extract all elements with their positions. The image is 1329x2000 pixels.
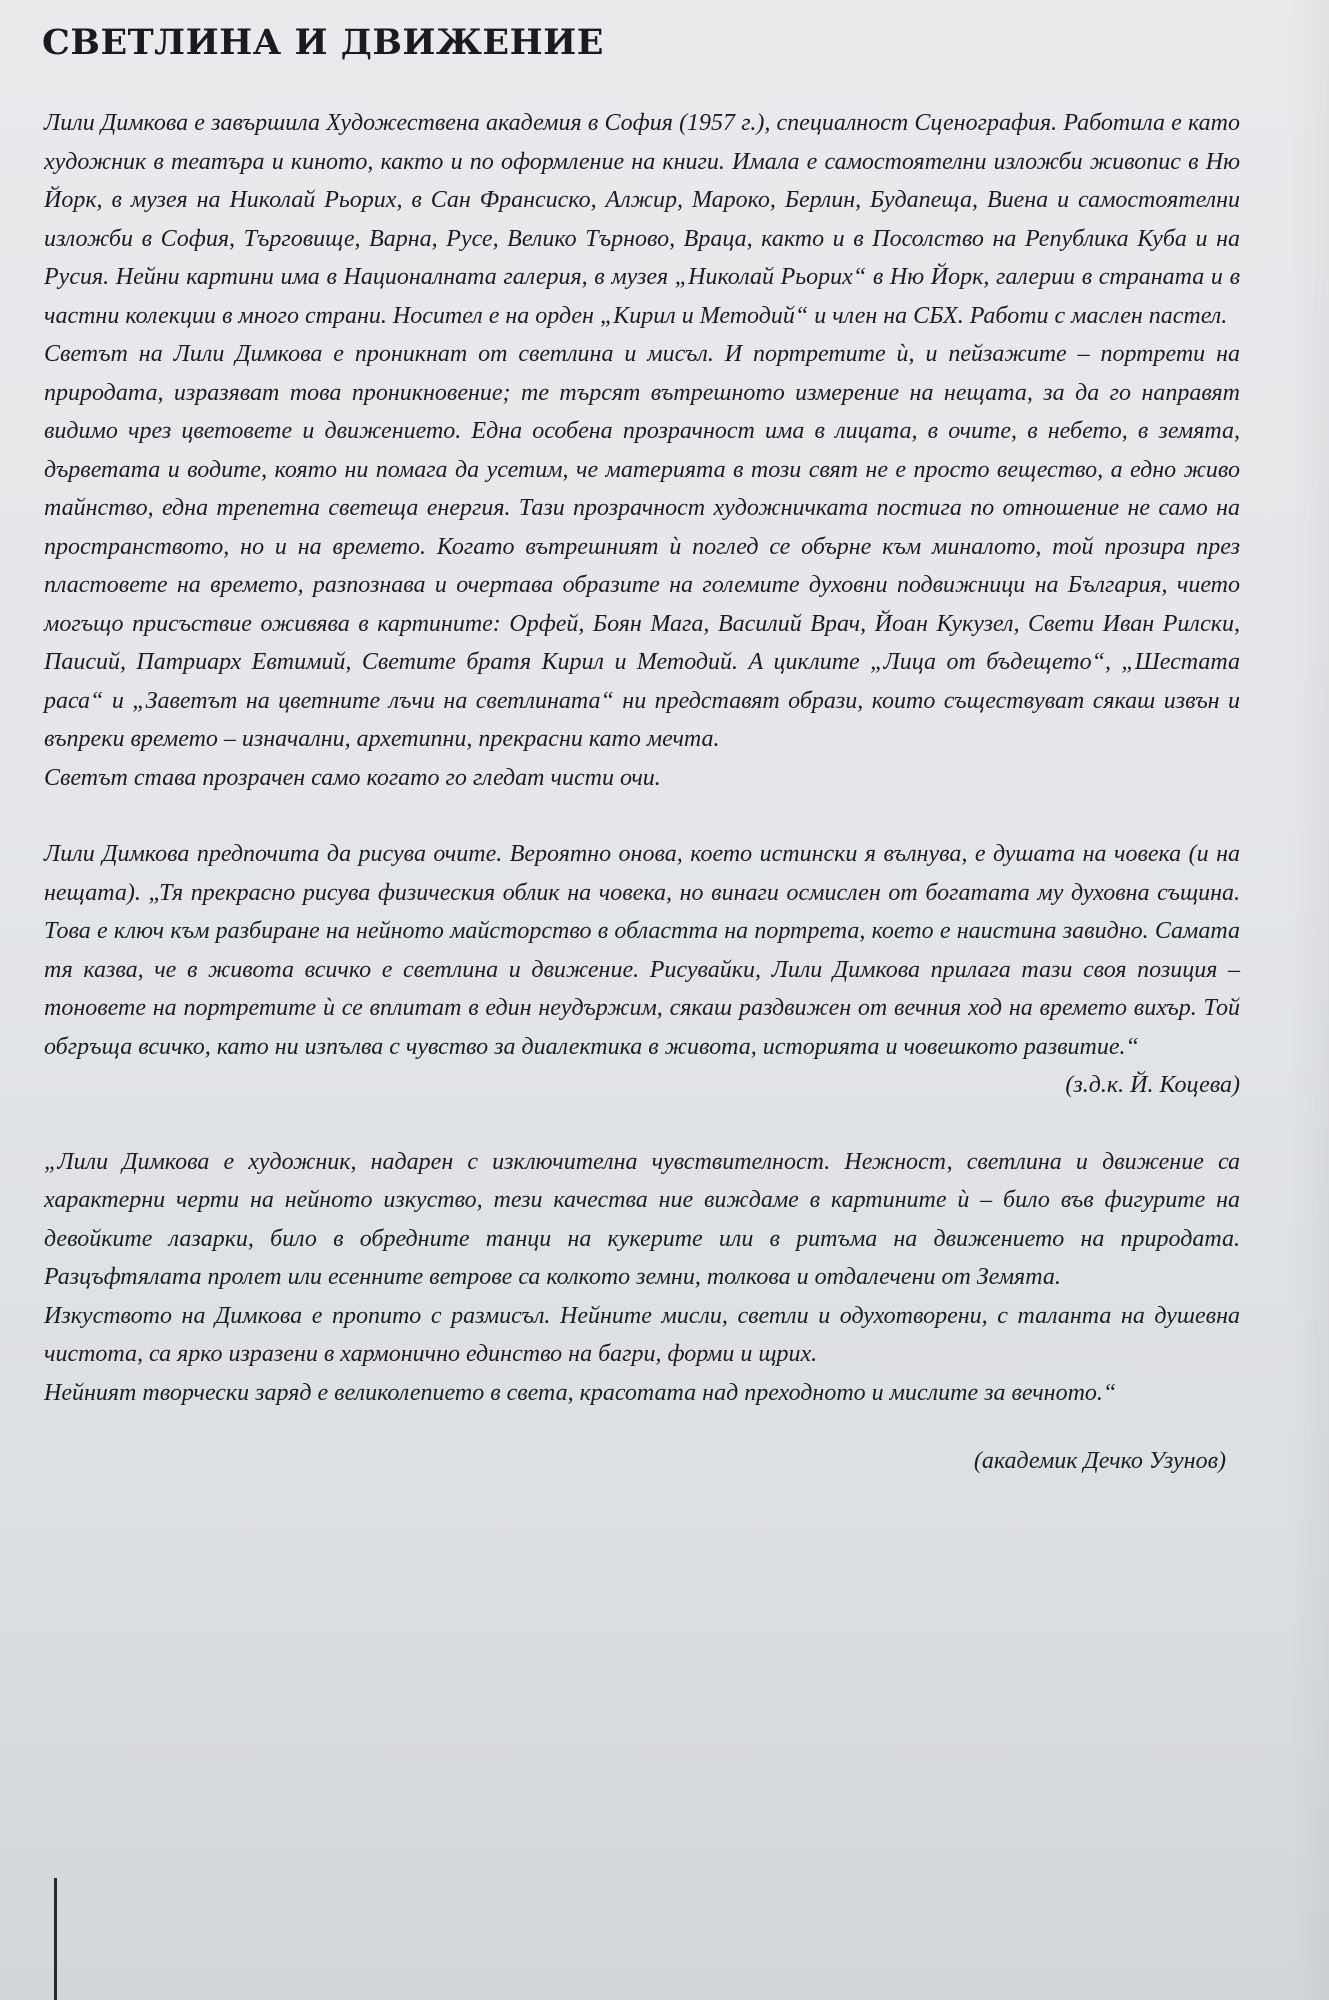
paragraph-uzunov-quote-2: Изкуството на Димкова е пропито с размисъл. Нейните мисли, светли и одухотворени, с таланта на душевна чистота, са ярко изразени в хармонично единство на багри, форми и щрих. [44, 1302, 1240, 1367]
article-body [44, 104, 1240, 1481]
margin-rule [54, 1878, 57, 2000]
paragraph-uzunov-quote-3: Нейният творчески заряд е великолепието в света, красотата над преходното и мислите за вечното.“ [44, 1379, 1117, 1406]
paragraph-koceva-quote: Лили Димкова предпочита да рисува очите. Вероятно онова, което истински я вълнува, е душата на човека (и на нещата). „Тя прекрасно рисува физическия облик на човека, но винаги осмислен от богатата му духовна същина. Това е ключ към разбиране на нейното майсторство в областта на портрета, което е наистина завидно. Самата тя казва, че в живота всичко е светлина и движение. Рисувайки, Лили Димкова прилага тази своя позиция – тоновете на портретите ѝ се вплитат в един неудържим, сякаш раздвижен от вечния ход на времето вихър. Той обгръща всичко, като ни изпълва с чувство за диалектика в живота, историята и човешкото развитие.“ [44, 841, 1240, 1060]
signature-koceva: (з.д.к. Й. Коцева) [1065, 1072, 1240, 1098]
signature-uzunov: (академик Дечко Узунов) [973, 1448, 1226, 1474]
page-edge-shadow [1289, 0, 1329, 2000]
paragraph-uzunov-quote-1: „Лили Димкова е художник, надарен с изключителна чувствителност. Нежност, светлина и движение са характерни черти на нейното изкуство, тези качества ние виждаме в картините ѝ – било във фигурите на девойките лазарки, било в обредните танци на кукерите или в ритъма на движението на природата. Разцъфтялата пролет или есенните ветрове са колкото земни, толкова и отдалечени от Земята. [44, 1148, 1240, 1290]
page-title: СВЕТЛИНА И ДВИЖЕНИЕ [42, 22, 604, 63]
paragraph-pure-eyes: Светът става прозрачен само когато го гледат чисти очи. [44, 764, 661, 791]
paragraph-light-and-thought: Светът на Лили Димкова е проникнат от светлина и мисъл. И портретите ѝ, и пейзажите – портрети на природата, изразяват това проникновение; те търсят вътрешното измерение на нещата, за да го направят видимо чрез цветовете и движението. Една особена прозрачност има в лицата, в очите, в небето, в земята, дърветата и водите, която ни помага да усетим, че материята в този свят не е просто вещество, а едно живо тайнство, една трепетна светеща енергия. Тази прозрачност художничката постига по отношение не само на пространството, но и на времето. Когато вътрешният ѝ поглед се обърне към миналото, той прозира през пластовете на времето, разпознава и очертава образите на големите духовни подвижници на България, чието могъщо присъствие оживява в картините: Орфей, Боян Мага, Василий Врач, Йоан Кукузел, Свети Иван Рилски, Паисий, Патриарх Евтимий, Светите братя Кирил и Методий. А циклите „Лица от бъдещето“, „Шестата раса“ и „Заветът на цветните лъчи на светлината“ ни представят образи, които съществуват сякаш извън и въпреки времето – изначални, архетипни, прекрасни като мечта. [44, 341, 1240, 752]
paragraph-biography: Лили Димкова е завършила Художествена академия в София (1957 г.), специалност Сценография. Работила е като художник в театъра и киното, както и по оформление на книги. Имала е самостоятелни изложби живопис в Ню Йорк, в музея на Николай Рьорих, в Сан Франсиско, Алжир, Мароко, Берлин, Будапеща, Виена и самостоятелни изложби в София, Търговище, Варна, Русе, Велико Търново, Враца, както и в Посолство на Република Куба и на Русия. Нейни картини има в Националната галерия, в музея „Николай Рьорих“ в Ню Йорк, галерии в страната и в частни колекции в много страни. Носител е на орден „Кирил и Методий“ и член на СБХ. Работи с маслен пастел. [44, 110, 1240, 329]
